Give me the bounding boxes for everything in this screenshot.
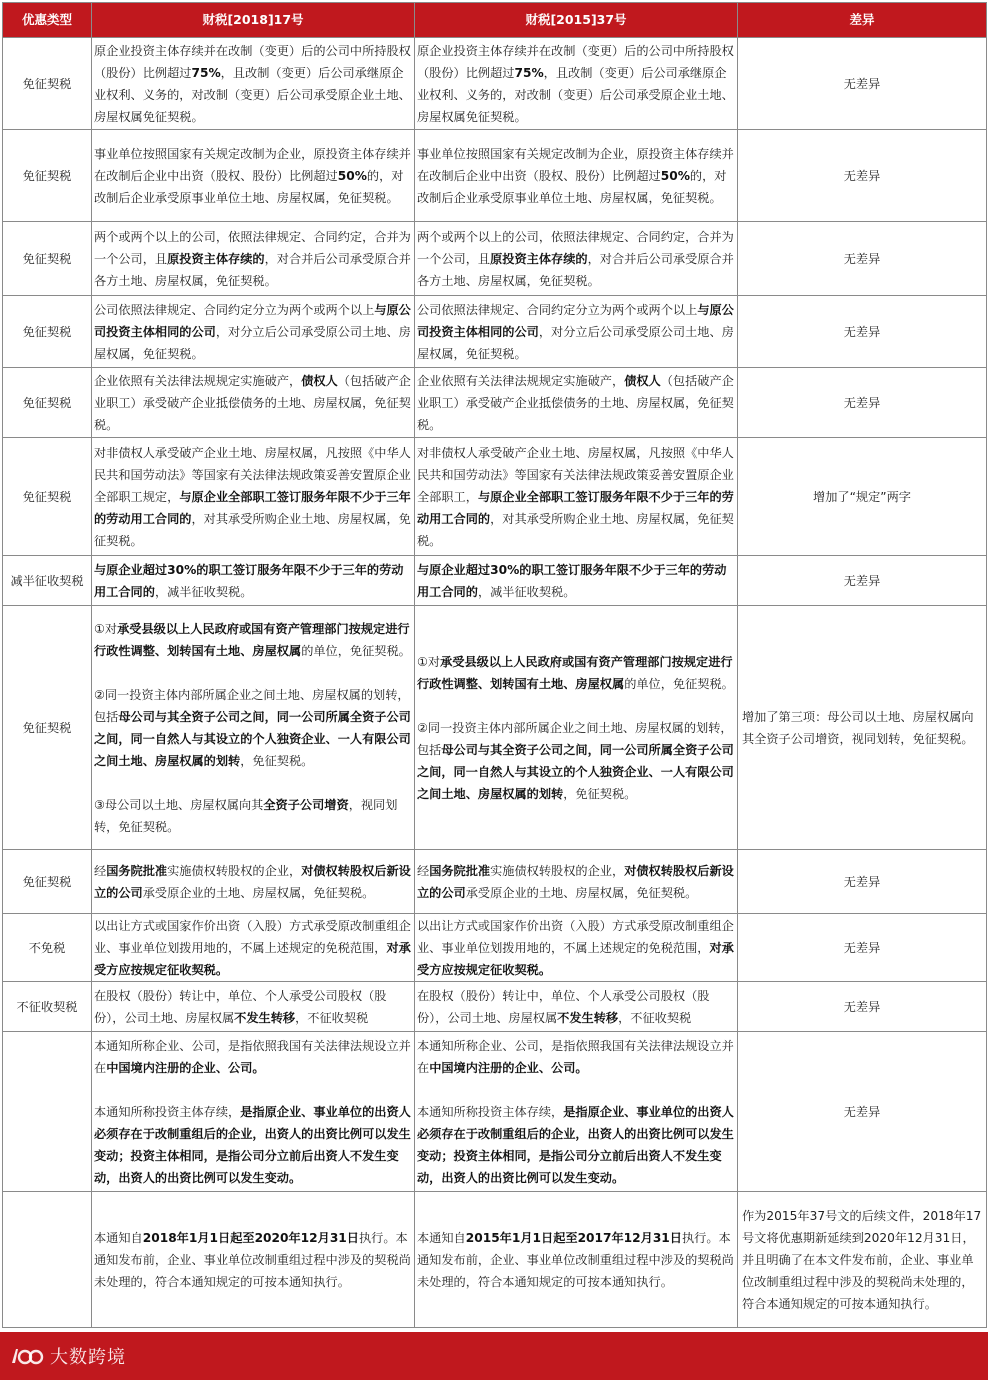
cell-diff: 无差异 <box>738 296 987 368</box>
cell-2015: 事业单位按照国家有关规定改制为企业，原投资主体存续并在改制后企业中出资（股权、股份）比例超过50%的，对改制后企业承受原事业单位土地、房屋权属，免征契税。 <box>415 130 738 222</box>
cell-type <box>3 1032 92 1192</box>
table-header-row <box>3 3 987 38</box>
comparison-table <box>2 2 987 1328</box>
footer-bar <box>0 1332 988 1380</box>
cell-type: 免征契税 <box>3 296 92 368</box>
cell-diff: 无差异 <box>738 368 987 438</box>
cell-type: 免征契税 <box>3 130 92 222</box>
cell-2018: ①对承受县级以上人民政府或国有资产管理部门按规定进行行政性调整、划转国有土地、房屋权属的单位，免征契税。 ②同一投资主体内部所属企业之间土地、房屋权属的划转，包括母公司与其全资子公司之间，同一公司所属全资子公司之间，同一自然人与其设立的个人独资企业、一人有限公司之间土地、房屋权属的划转，免征契税。 ③母公司以土地、房屋权属向其全资子公司增资，视同划转，免征契税。 <box>92 606 415 850</box>
cell-diff: 无差异 <box>738 222 987 296</box>
table-row <box>3 1192 987 1328</box>
cell-type: 免征契税 <box>3 606 92 850</box>
cell-diff: 无差异 <box>738 914 987 982</box>
table-row <box>3 438 987 556</box>
table-row <box>3 38 987 130</box>
cell-diff: 无差异 <box>738 38 987 130</box>
table-row <box>3 982 987 1032</box>
header-type: 优惠类型 <box>3 3 92 38</box>
cell-2015: 对非债权人承受破产企业土地、房屋权属，凡按照《中华人民共和国劳动法》等国家有关法律法规政策妥善安置原企业全部职工，与原企业全部职工签订服务年限不少于三年的劳动用工合同的，对其承受所购企业土地、房屋权属，免征契税。 <box>415 438 738 556</box>
table-row <box>3 296 987 368</box>
table-row <box>3 556 987 606</box>
cell-2015: 在股权（股份）转让中，单位、个人承受公司股权（股份），公司土地、房屋权属不发生转移，不征收契税 <box>415 982 738 1032</box>
cell-type: 免征契税 <box>3 38 92 130</box>
cell-type: 免征契税 <box>3 438 92 556</box>
table-row <box>3 850 987 914</box>
cell-2018: 经国务院批准实施债权转股权的企业，对债权转股权后新设立的公司承受原企业的土地、房屋权属，免征契税。 <box>92 850 415 914</box>
header-diff: 差异 <box>738 3 987 38</box>
brand-name: 大数跨境 <box>50 1347 126 1368</box>
cell-diff: 无差异 <box>738 982 987 1032</box>
cell-2018: 两个或两个以上的公司，依照法律规定、合同约定，合并为一个公司，且原投资主体存续的，对合并后公司承受原合并各方土地、房屋权属，免征契税。 <box>92 222 415 296</box>
cell-2015: 两个或两个以上的公司，依照法律规定、合同约定，合并为一个公司，且原投资主体存续的，对合并后公司承受原合并各方土地、房屋权属，免征契税。 <box>415 222 738 296</box>
cell-2018: 以出让方式或国家作价出资（入股）方式承受原改制重组企业、事业单位划拨用地的，不属上述规定的免税范围，对承受方应按规定征收契税。 <box>92 914 415 982</box>
cell-2018: 事业单位按照国家有关规定改制为企业，原投资主体存续并在改制后企业中出资（股权、股份）比例超过50%的，对改制后企业承受原事业单位土地、房屋权属，免征契税。 <box>92 130 415 222</box>
cell-type: 免征契税 <box>3 850 92 914</box>
cell-diff: 无差异 <box>738 556 987 606</box>
table-row <box>3 368 987 438</box>
cell-diff: 无差异 <box>738 1032 987 1192</box>
cell-2015: 企业依照有关法律法规规定实施破产，债权人（包括破产企业职工）承受破产企业抵偿债务的土地、房屋权属，免征契税。 <box>415 368 738 438</box>
table-row <box>3 222 987 296</box>
cell-diff: 增加了“规定”两字 <box>738 438 987 556</box>
cell-2015: 以出让方式或国家作价出资（入股）方式承受原改制重组企业、事业单位划拨用地的，不属上述规定的免税范围，对承受方应按规定征收契税。 <box>415 914 738 982</box>
cell-2018: 本通知所称企业、公司，是指依照我国有关法律法规设立并在中国境内注册的企业、公司。 本通知所称投资主体存续，是指原企业、事业单位的出资人必须存在于改制重组后的企业，出资人的出资比例可以发生变动；投资主体相同，是指公司分立前后出资人不发生变动，出资人的出资比例可以发生变动。 <box>92 1032 415 1192</box>
cell-type <box>3 1192 92 1328</box>
header-2018: 财税[2018]17号 <box>92 3 415 38</box>
cell-2018: 在股权（股份）转让中，单位、个人承受公司股权（股份），公司土地、房屋权属不发生转移，不征收契税 <box>92 982 415 1032</box>
cell-type: 减半征收契税 <box>3 556 92 606</box>
table-row <box>3 606 987 850</box>
cell-2018: 对非债权人承受破产企业土地、房屋权属，凡按照《中华人民共和国劳动法》等国家有关法律法规政策妥善安置原企业全部职工规定，与原企业全部职工签订服务年限不少于三年的劳动用工合同的，对其承受所购企业土地、房屋权属，免征契税。 <box>92 438 415 556</box>
header-2015: 财税[2015]37号 <box>415 3 738 38</box>
cell-2018: 本通知自2018年1月1日起至2020年12月31日执行。本通知发布前，企业、事业单位改制重组过程中涉及的契税尚未处理的，符合本通知规定的可按本通知执行。 <box>92 1192 415 1328</box>
cell-2015: 本通知所称企业、公司，是指依照我国有关法律法规设立并在中国境内注册的企业、公司。 本通知所称投资主体存续，是指原企业、事业单位的出资人必须存在于改制重组后的企业，出资人的出资比例可以发生变动；投资主体相同，是指公司分立前后出资人不发生变动，出资人的出资比例可以发生变动。 <box>415 1032 738 1192</box>
cell-diff: 增加了第三项：母公司以土地、房屋权属向其全资子公司增资，视同划转，免征契税。 <box>738 606 987 850</box>
cell-type: 免征契税 <box>3 222 92 296</box>
cell-2015: 公司依照法律规定、合同约定分立为两个或两个以上与原公司投资主体相同的公司，对分立后公司承受原公司土地、房屋权属，免征契税。 <box>415 296 738 368</box>
brand-logo-icon <box>10 1343 44 1369</box>
cell-2018: 企业依照有关法律法规规定实施破产，债权人（包括破产企业职工）承受破产企业抵偿债务的土地、房屋权属，免征契税。 <box>92 368 415 438</box>
cell-type: 不免税 <box>3 914 92 982</box>
cell-diff: 无差异 <box>738 850 987 914</box>
cell-type: 不征收契税 <box>3 982 92 1032</box>
cell-2018: 公司依照法律规定、合同约定分立为两个或两个以上与原公司投资主体相同的公司，对分立后公司承受原公司土地、房屋权属，免征契税。 <box>92 296 415 368</box>
cell-2015: 经国务院批准实施债权转股权的企业，对债权转股权后新设立的公司承受原企业的土地、房屋权属，免征契税。 <box>415 850 738 914</box>
cell-2015: ①对承受县级以上人民政府或国有资产管理部门按规定进行行政性调整、划转国有土地、房屋权属的单位，免征契税。 ②同一投资主体内部所属企业之间土地、房屋权属的划转，包括母公司与其全资子公司之间，同一公司所属全资子公司之间，同一自然人与其设立的个人独资企业、一人有限公司之间土地、房屋权属的划转，免征契税。 <box>415 606 738 850</box>
cell-diff: 作为2015年37号文的后续文件，2018年17号文将优惠期新延续到2020年12月31日，并且明确了在本文件发布前，企业、事业单位改制重组过程中涉及的契税尚未处理的，符合本通知规定的可按本通知执行。 <box>738 1192 987 1328</box>
table-row <box>3 130 987 222</box>
cell-2018: 与原企业超过30%的职工签订服务年限不少于三年的劳动用工合同的，减半征收契税。 <box>92 556 415 606</box>
cell-2015: 与原企业超过30%的职工签订服务年限不少于三年的劳动用工合同的，减半征收契税。 <box>415 556 738 606</box>
table-row <box>3 914 987 982</box>
cell-2015: 本通知自2015年1月1日起至2017年12月31日执行。本通知发布前，企业、事业单位改制重组过程中涉及的契税尚未处理的，符合本通知规定的可按本通知执行。 <box>415 1192 738 1328</box>
cell-2018: 原企业投资主体存续并在改制（变更）后的公司中所持股权（股份）比例超过75%，且改制（变更）后公司承继原企业权利、义务的，对改制（变更）后公司承受原企业土地、房屋权属免征契税。 <box>92 38 415 130</box>
cell-type: 免征契税 <box>3 368 92 438</box>
cell-diff: 无差异 <box>738 130 987 222</box>
table-row <box>3 1032 987 1192</box>
table-body <box>3 38 987 1328</box>
cell-2015: 原企业投资主体存续并在改制（变更）后的公司中所持股权（股份）比例超过75%，且改制（变更）后公司承继原企业权利、义务的，对改制（变更）后公司承受原企业土地、房屋权属免征契税。 <box>415 38 738 130</box>
